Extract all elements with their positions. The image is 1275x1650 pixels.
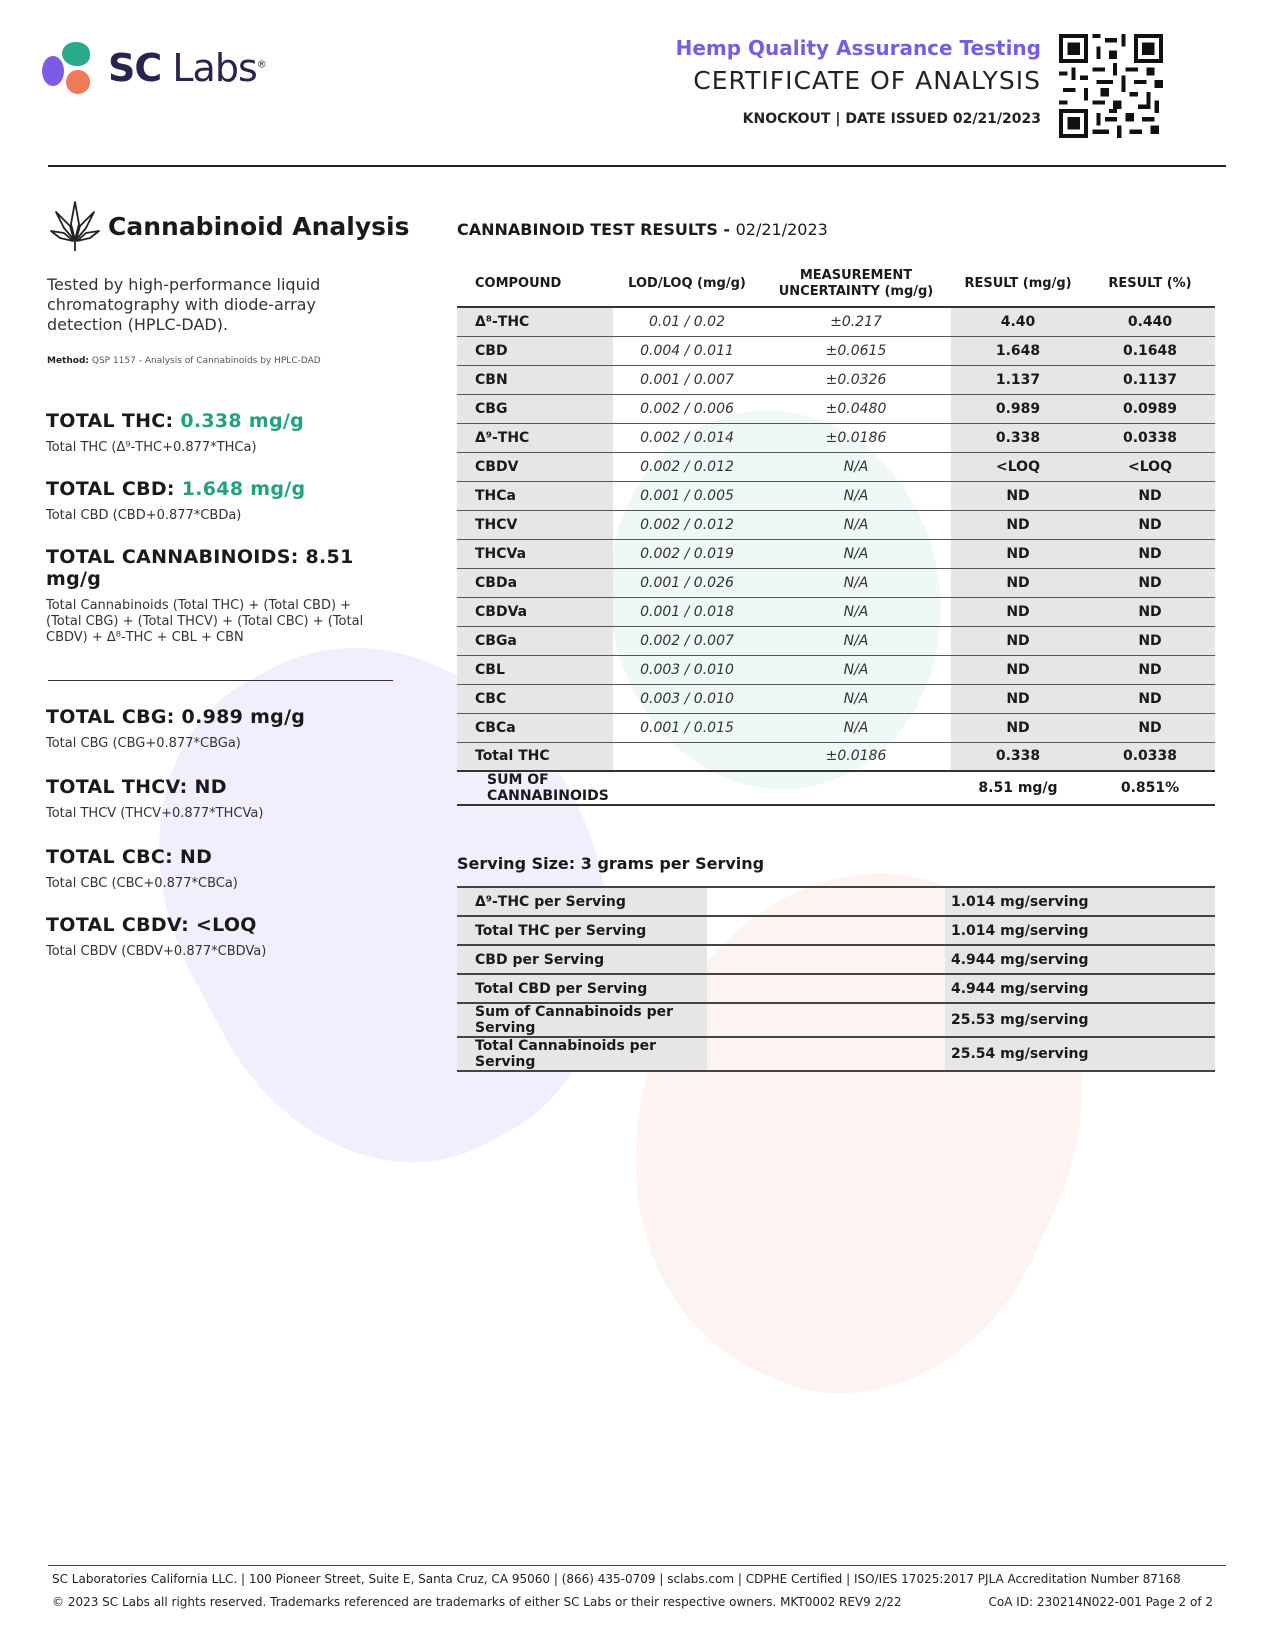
table-cell: ND	[1085, 626, 1215, 655]
table-cell: Δ⁸-THC	[457, 307, 613, 336]
results-date: 02/21/2023	[735, 220, 828, 239]
col-header: RESULT (mg/g)	[964, 276, 1072, 291]
table-cell: ND	[1085, 597, 1215, 626]
total-cbd-block	[46, 478, 406, 524]
total-cbd-value: 1.648 mg/g	[181, 478, 306, 500]
table-cell: THCVa	[457, 539, 613, 568]
table-row	[457, 568, 1215, 597]
total-thc-formula: Total THC (Δ⁹-THC+0.877*THCa)	[46, 440, 257, 455]
table-cell: ND	[1085, 655, 1215, 684]
table-cell: 0.338	[951, 742, 1085, 771]
table-cell: ND	[951, 655, 1085, 684]
table-cell: CBDVa	[457, 597, 613, 626]
table-cell: SUM OF CANNABINOIDS	[457, 771, 613, 805]
table-cell: 0.001 / 0.015	[613, 713, 761, 742]
table-row	[457, 626, 1215, 655]
col-header: MEASUREMENT UNCERTAINTY (mg/g)	[778, 268, 934, 299]
total-cannabinoids-block	[46, 546, 381, 646]
serving-value: 25.53 mg/serving	[945, 1003, 1215, 1037]
footer-divider	[48, 1565, 1226, 1566]
table-cell: 0.338	[951, 423, 1085, 452]
table-cell: CBDV	[457, 452, 613, 481]
table-cell: 0.0338	[1085, 742, 1215, 771]
serving-row	[457, 1003, 1215, 1037]
report-meta: KNOCKOUT | DATE ISSUED 02/21/2023	[742, 111, 1041, 127]
table-cell: CBD	[457, 336, 613, 365]
serving-spacer	[707, 887, 945, 916]
serving-label: Total THC per Serving	[457, 916, 707, 945]
table-cell: THCa	[457, 481, 613, 510]
total-cbg-label: TOTAL CBG: 0.989 mg/g	[46, 706, 306, 728]
table-cell: CBN	[457, 365, 613, 394]
total-cbdv-label: TOTAL CBDV: <LOQ	[46, 914, 257, 936]
table-cell: <LOQ	[951, 452, 1085, 481]
table-row	[457, 452, 1215, 481]
table-cell: 1.648	[951, 336, 1085, 365]
table-row	[457, 394, 1215, 423]
table-cell: ND	[1085, 713, 1215, 742]
table-cell: 0.001 / 0.007	[613, 365, 761, 394]
section-heading	[50, 200, 410, 252]
total-cannabinoids-formula: Total Cannabinoids (Total THC) + (Total CBD) + (Total CBG) + (Total THCV) + (Total CBC) + (Total CBDV) + Δ⁸-THC + CBL + CBN	[46, 598, 364, 645]
table-cell: ND	[951, 481, 1085, 510]
serving-row	[457, 945, 1215, 974]
total-cbd-formula: Total CBD (CBD+0.877*CBDa)	[46, 508, 242, 523]
table-cell: 0.003 / 0.010	[613, 684, 761, 713]
total-cbc-label: TOTAL CBC: ND	[46, 846, 213, 868]
serving-spacer	[707, 974, 945, 1003]
table-row	[457, 365, 1215, 394]
total-thcv-label: TOTAL THCV: ND	[46, 776, 227, 798]
total-cbd-label: TOTAL CBD:	[46, 478, 182, 500]
serving-row	[457, 887, 1215, 916]
total-thc-block	[46, 410, 406, 456]
serving-label: Total Cannabinoids per Serving	[457, 1037, 707, 1071]
table-cell: 0.0989	[1085, 394, 1215, 423]
results-title: CANNABINOID TEST RESULTS - 02/21/2023	[457, 220, 828, 239]
table-cell: CBC	[457, 684, 613, 713]
table-cell: 0.01 / 0.02	[613, 307, 761, 336]
table-cell: 0.1648	[1085, 336, 1215, 365]
totals-divider	[48, 680, 393, 681]
table-cell	[613, 771, 761, 805]
table-cell: 0.002 / 0.014	[613, 423, 761, 452]
serving-row	[457, 916, 1215, 945]
table-cell: ND	[951, 684, 1085, 713]
table-cell: ND	[1085, 568, 1215, 597]
table-cell: ND	[951, 510, 1085, 539]
section-title: Cannabinoid Analysis	[108, 211, 410, 241]
serving-value: 1.014 mg/serving	[945, 887, 1215, 916]
table-row	[457, 307, 1215, 336]
table-cell: N/A	[761, 568, 951, 597]
serving-spacer	[707, 1037, 945, 1071]
table-cell: ±0.0615	[761, 336, 951, 365]
method-description: Tested by high-performance liquid chromatography with diode-array detection (HPLC-DAD).	[47, 275, 321, 334]
serving-value: 4.944 mg/serving	[945, 945, 1215, 974]
table-cell: 0.002 / 0.012	[613, 510, 761, 539]
table-cell: N/A	[761, 452, 951, 481]
table-cell: 1.137	[951, 365, 1085, 394]
table-row	[457, 539, 1215, 568]
footer-copyright: © 2023 SC Labs all rights reserved. Trademarks referenced are trademarks of either SC Labs or their respective owners. MKT0002 REV9 2/22	[52, 1595, 902, 1609]
method-line: Method: QSP 1157 - Analysis of Cannabinoids by HPLC-DAD	[47, 356, 321, 366]
col-header: COMPOUND	[475, 276, 562, 291]
qr-code	[1059, 34, 1163, 138]
cannabis-leaf-icon	[50, 200, 100, 252]
header-block	[676, 36, 1041, 127]
table-cell: N/A	[761, 539, 951, 568]
table-cell: ±0.0480	[761, 394, 951, 423]
total-cbdv-formula: Total CBDV (CBDV+0.877*CBDVa)	[46, 944, 267, 959]
table-cell: THCV	[457, 510, 613, 539]
total-cbc-formula: Total CBC (CBC+0.877*CBCa)	[46, 876, 238, 891]
table-cell: CBGa	[457, 626, 613, 655]
serving-label: CBD per Serving	[457, 945, 707, 974]
serving-label: Sum of Cannabinoids per Serving	[457, 1003, 707, 1037]
total-thc-value: 0.338 mg/g	[180, 410, 304, 432]
table-header-row	[457, 262, 1215, 307]
table-cell: N/A	[761, 684, 951, 713]
table-cell: ND	[951, 597, 1085, 626]
table-cell: 8.51 mg/g	[951, 771, 1085, 805]
total-cbc-block	[46, 846, 406, 892]
serving-row	[457, 974, 1215, 1003]
table-cell: ND	[951, 539, 1085, 568]
logo-wordmark: SC Labs®	[108, 46, 266, 90]
serving-row	[457, 1037, 1215, 1071]
table-cell: 0.004 / 0.011	[613, 336, 761, 365]
table-cell: 0.002 / 0.012	[613, 452, 761, 481]
table-cell: Total THC	[457, 742, 613, 771]
total-thcv-formula: Total THCV (THCV+0.877*THCVa)	[46, 806, 264, 821]
footer-coa-id: CoA ID: 230214N022-001 Page 2 of 2	[988, 1595, 1213, 1609]
table-cell: 0.001 / 0.026	[613, 568, 761, 597]
brand-logo	[42, 40, 266, 96]
report-subtitle: Hemp Quality Assurance Testing	[675, 36, 1041, 60]
col-header: RESULT (%)	[1108, 276, 1192, 291]
serving-label: Total CBD per Serving	[457, 974, 707, 1003]
table-cell: 0.440	[1085, 307, 1215, 336]
total-cannabinoids-label: TOTAL CANNABINOIDS: 8.51 mg/g	[46, 546, 354, 590]
table-cell: 0.851%	[1085, 771, 1215, 805]
table-cell: 0.003 / 0.010	[613, 655, 761, 684]
logo-mark-icon	[42, 40, 98, 96]
table-cell: ND	[1085, 481, 1215, 510]
table-cell: N/A	[761, 713, 951, 742]
table-cell: 0.0338	[1085, 423, 1215, 452]
col-header: LOD/LOQ (mg/g)	[628, 276, 746, 291]
report-title: CERTIFICATE OF ANALYSIS	[693, 66, 1041, 95]
table-cell: 0.002 / 0.006	[613, 394, 761, 423]
total-thcv-block	[46, 776, 406, 822]
table-cell: ND	[951, 713, 1085, 742]
serving-value: 4.944 mg/serving	[945, 974, 1215, 1003]
table-row	[457, 597, 1215, 626]
serving-spacer	[707, 945, 945, 974]
table-cell: Δ⁹-THC	[457, 423, 613, 452]
table-row	[457, 336, 1215, 365]
table-cell: ND	[951, 626, 1085, 655]
table-cell: ND	[1085, 510, 1215, 539]
table-cell: ND	[1085, 684, 1215, 713]
serving-value: 1.014 mg/serving	[945, 916, 1215, 945]
serving-size-title: Serving Size: 3 grams per Serving	[457, 854, 765, 873]
table-cell: N/A	[761, 481, 951, 510]
footer-address: SC Laboratories California LLC. | 100 Pioneer Street, Suite E, Santa Cruz, CA 95060 | (866) 435-0709 | sclabs.com | CDPHE Certified | ISO/IES 17025:2017 PJLA Accreditation Number 87168	[52, 1572, 1181, 1586]
table-row	[457, 510, 1215, 539]
total-cbdv-block	[46, 914, 406, 960]
table-cell: 4.40	[951, 307, 1085, 336]
cannabinoid-results-table	[457, 262, 1215, 806]
total-cbg-formula: Total CBG (CBG+0.877*CBGa)	[46, 736, 241, 751]
table-cell: 0.001 / 0.018	[613, 597, 761, 626]
table-cell: CBG	[457, 394, 613, 423]
table-cell: N/A	[761, 597, 951, 626]
header-divider	[48, 165, 1226, 167]
total-thc-label: TOTAL THC:	[46, 410, 181, 432]
table-cell: 0.002 / 0.007	[613, 626, 761, 655]
table-cell: ND	[951, 568, 1085, 597]
serving-spacer	[707, 916, 945, 945]
serving-spacer	[707, 1003, 945, 1037]
table-cell: N/A	[761, 510, 951, 539]
table-row	[457, 684, 1215, 713]
table-row	[457, 655, 1215, 684]
table-cell: 0.989	[951, 394, 1085, 423]
sum-row	[457, 771, 1215, 805]
table-cell: ±0.217	[761, 307, 951, 336]
table-cell: CBL	[457, 655, 613, 684]
table-cell	[761, 771, 951, 805]
table-cell: 0.1137	[1085, 365, 1215, 394]
table-cell: N/A	[761, 655, 951, 684]
table-cell: CBCa	[457, 713, 613, 742]
table-row	[457, 481, 1215, 510]
table-cell: ±0.0326	[761, 365, 951, 394]
table-cell: ±0.0186	[761, 742, 951, 771]
serving-table	[457, 886, 1215, 1072]
table-cell: ±0.0186	[761, 423, 951, 452]
table-cell: 0.001 / 0.005	[613, 481, 761, 510]
table-cell: CBDa	[457, 568, 613, 597]
table-cell: <LOQ	[1085, 452, 1215, 481]
table-row	[457, 423, 1215, 452]
table-cell	[613, 742, 761, 771]
table-row	[457, 742, 1215, 771]
table-row	[457, 713, 1215, 742]
serving-label: Δ⁹-THC per Serving	[457, 887, 707, 916]
table-cell: ND	[1085, 539, 1215, 568]
total-cbg-block	[46, 706, 406, 752]
table-cell: N/A	[761, 626, 951, 655]
table-cell: 0.002 / 0.019	[613, 539, 761, 568]
serving-value: 25.54 mg/serving	[945, 1037, 1215, 1071]
